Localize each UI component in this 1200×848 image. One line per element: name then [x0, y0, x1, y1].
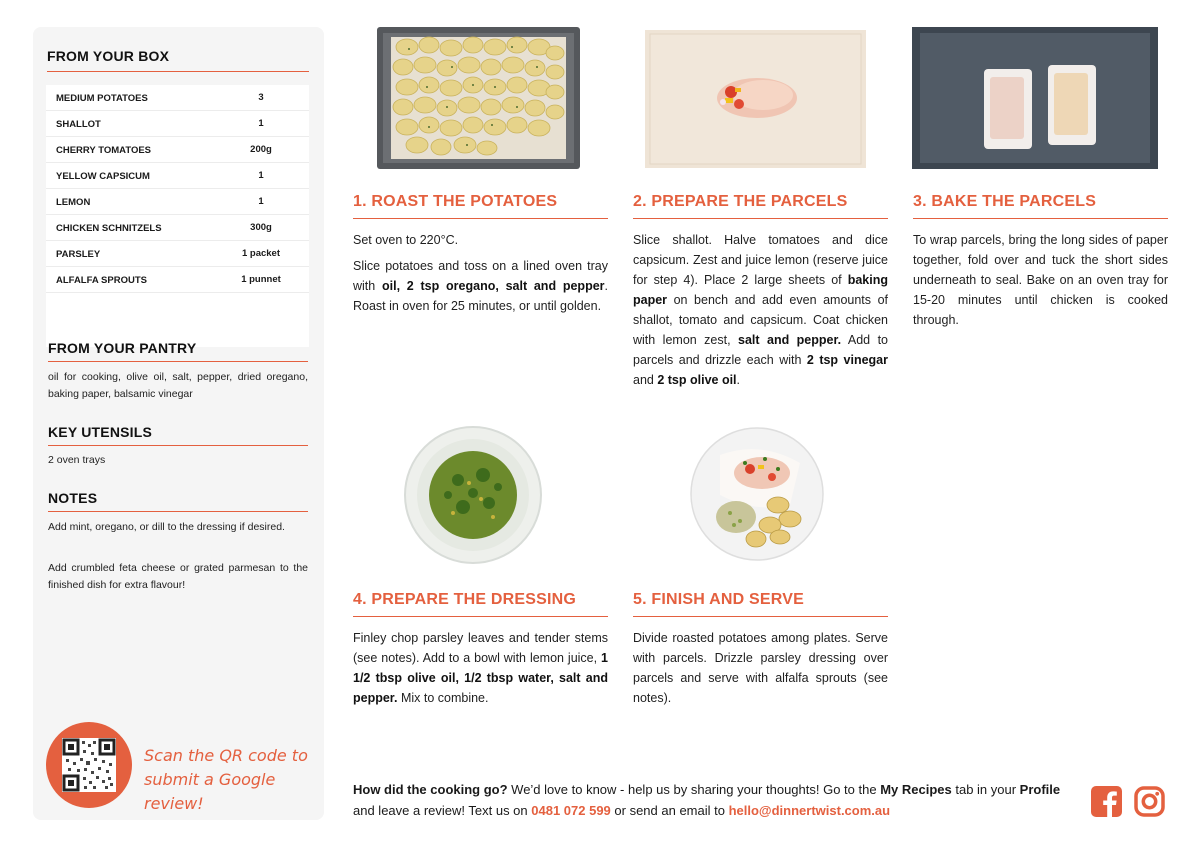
from-your-pantry-heading: FROM YOUR PANTRY — [48, 340, 197, 356]
step-paragraph: Slice shallot. Halve tomatoes and dice capsicum. Zest and juice lemon (reserve juice for step 4). Place 2 large sheets of baking paper on bench and add even amounts of shallot, tomato and capsicum. Coat chicken with lemon zest, salt and pepper. Add to parcels and drizzle each with 2 tsp vinegar and 2 tsp olive oil. — [633, 233, 888, 387]
step-divider — [633, 616, 888, 617]
step-4-text — [353, 628, 608, 714]
box-items-table — [46, 85, 309, 347]
qr-caption-line: submit a Google review! — [144, 770, 276, 813]
box-item-qty: 3 — [258, 92, 264, 103]
baked-parcels-photo — [912, 27, 1158, 169]
step-paragraph: Divide roasted potatoes among plates. Serve with parcels. Drizzle parsley dressing over parcels and serve with alfalfa sprouts (see notes). — [633, 631, 888, 705]
box-item-qty: 300g — [250, 222, 272, 233]
heading-divider — [48, 511, 308, 512]
step-5-title: 5. FINISH AND SERVE — [633, 591, 804, 608]
note-1: Add mint, oregano, or dill to the dressing if desired. — [48, 521, 285, 533]
step-divider — [353, 616, 608, 617]
heading-divider — [47, 71, 309, 72]
instagram-icon[interactable] — [1134, 786, 1165, 817]
qr-code[interactable] — [62, 738, 116, 792]
box-item-qty: 1 — [258, 118, 264, 129]
parcel-prep-photo — [645, 30, 866, 168]
box-item-name: CHERRY TOMATOES — [56, 145, 152, 156]
finished-plate-photo — [690, 425, 825, 563]
utensils-text: 2 oven trays — [48, 454, 106, 466]
parsley-dressing-photo — [403, 425, 543, 565]
box-item-name: PARSLEY — [56, 249, 101, 260]
box-item-qty: 1 packet — [241, 248, 281, 259]
box-item-row — [46, 85, 309, 111]
box-item-row — [46, 215, 309, 241]
step-divider — [353, 218, 608, 219]
step-4-title: 4. PREPARE THE DRESSING — [353, 591, 577, 608]
step-divider — [633, 218, 888, 219]
facebook-icon[interactable] — [1091, 786, 1122, 817]
box-item-name: ALFALFA SPROUTS — [56, 275, 147, 286]
notes-heading: NOTES — [48, 490, 98, 506]
heading-divider — [48, 445, 308, 446]
box-item-name: LEMON — [56, 197, 91, 208]
box-item-qty: 1 — [258, 196, 264, 207]
heading-divider — [48, 361, 308, 362]
from-your-box-heading: FROM YOUR BOX — [47, 48, 170, 64]
pantry-text: oil for cooking, olive oil, salt, pepper, dried oregano, baking paper, balsamic vinegar — [48, 371, 308, 400]
box-item-name: YELLOW CAPSICUM — [56, 171, 150, 182]
qr-badge — [46, 722, 132, 808]
step-2-title: 2. PREPARE THE PARCELS — [633, 193, 848, 210]
step-paragraph: To wrap parcels, bring the long sides of paper together, fold over and tuck the short sides underneath to seal. Bake on an oven tray for 15-20 minutes until chicken is cooked through. — [913, 233, 1168, 327]
roasted-potatoes-photo — [377, 27, 580, 169]
box-item-row — [46, 163, 309, 189]
step-1-title: 1. ROAST THE POTATOES — [353, 193, 558, 210]
box-item-qty: 1 punnet — [241, 274, 281, 285]
step-1-text — [353, 230, 608, 322]
note-2: Add crumbled feta cheese or grated parmesan to the finished dish for extra flavour! — [48, 562, 308, 591]
step-paragraph: Set oven to 220°C. — [353, 233, 459, 247]
box-item-qty: 1 — [258, 170, 264, 181]
step-divider — [913, 218, 1168, 219]
step-paragraph: Slice potatoes and toss on a lined oven tray with oil, 2 tsp oregano, salt and pepper. Roast in oven for 25 minutes, or until golden. — [353, 259, 608, 313]
box-item-name: MEDIUM POTATOES — [56, 93, 148, 104]
step-3-text — [913, 230, 1168, 336]
step-5-text — [633, 628, 888, 714]
step-paragraph: Finley chop parsley leaves and tender stems (see notes). Add to a bowl with lemon juice, 1 1/2 tbsp olive oil, 1/2 tbsp water, salt and pepper. Mix to combine. — [353, 631, 608, 705]
qr-caption — [144, 744, 314, 816]
qr-code-icon — [62, 738, 116, 792]
box-item-row — [46, 189, 309, 215]
box-item-row — [46, 137, 309, 163]
feedback-text: How did the cooking go? We’d love to know - help us by sharing your thoughts! Go to the My Recipes tab in your Profile and leave a review! Text us on 0481 072 599 or send an email to hello@dinnertwist.com.au — [353, 782, 1061, 818]
box-item-name: SHALLOT — [56, 119, 101, 130]
box-item-name: CHICKEN SCHNITZELS — [56, 223, 162, 234]
qr-caption-line: Scan the QR code to — [144, 746, 308, 765]
box-item-row — [46, 111, 309, 137]
box-item-row — [46, 267, 309, 293]
key-utensils-heading: KEY UTENSILS — [48, 424, 153, 440]
step-3-title: 3. BAKE THE PARCELS — [913, 193, 1097, 210]
box-item-row — [46, 241, 309, 267]
step-2-text — [633, 230, 888, 396]
box-item-qty: 200g — [250, 144, 272, 155]
